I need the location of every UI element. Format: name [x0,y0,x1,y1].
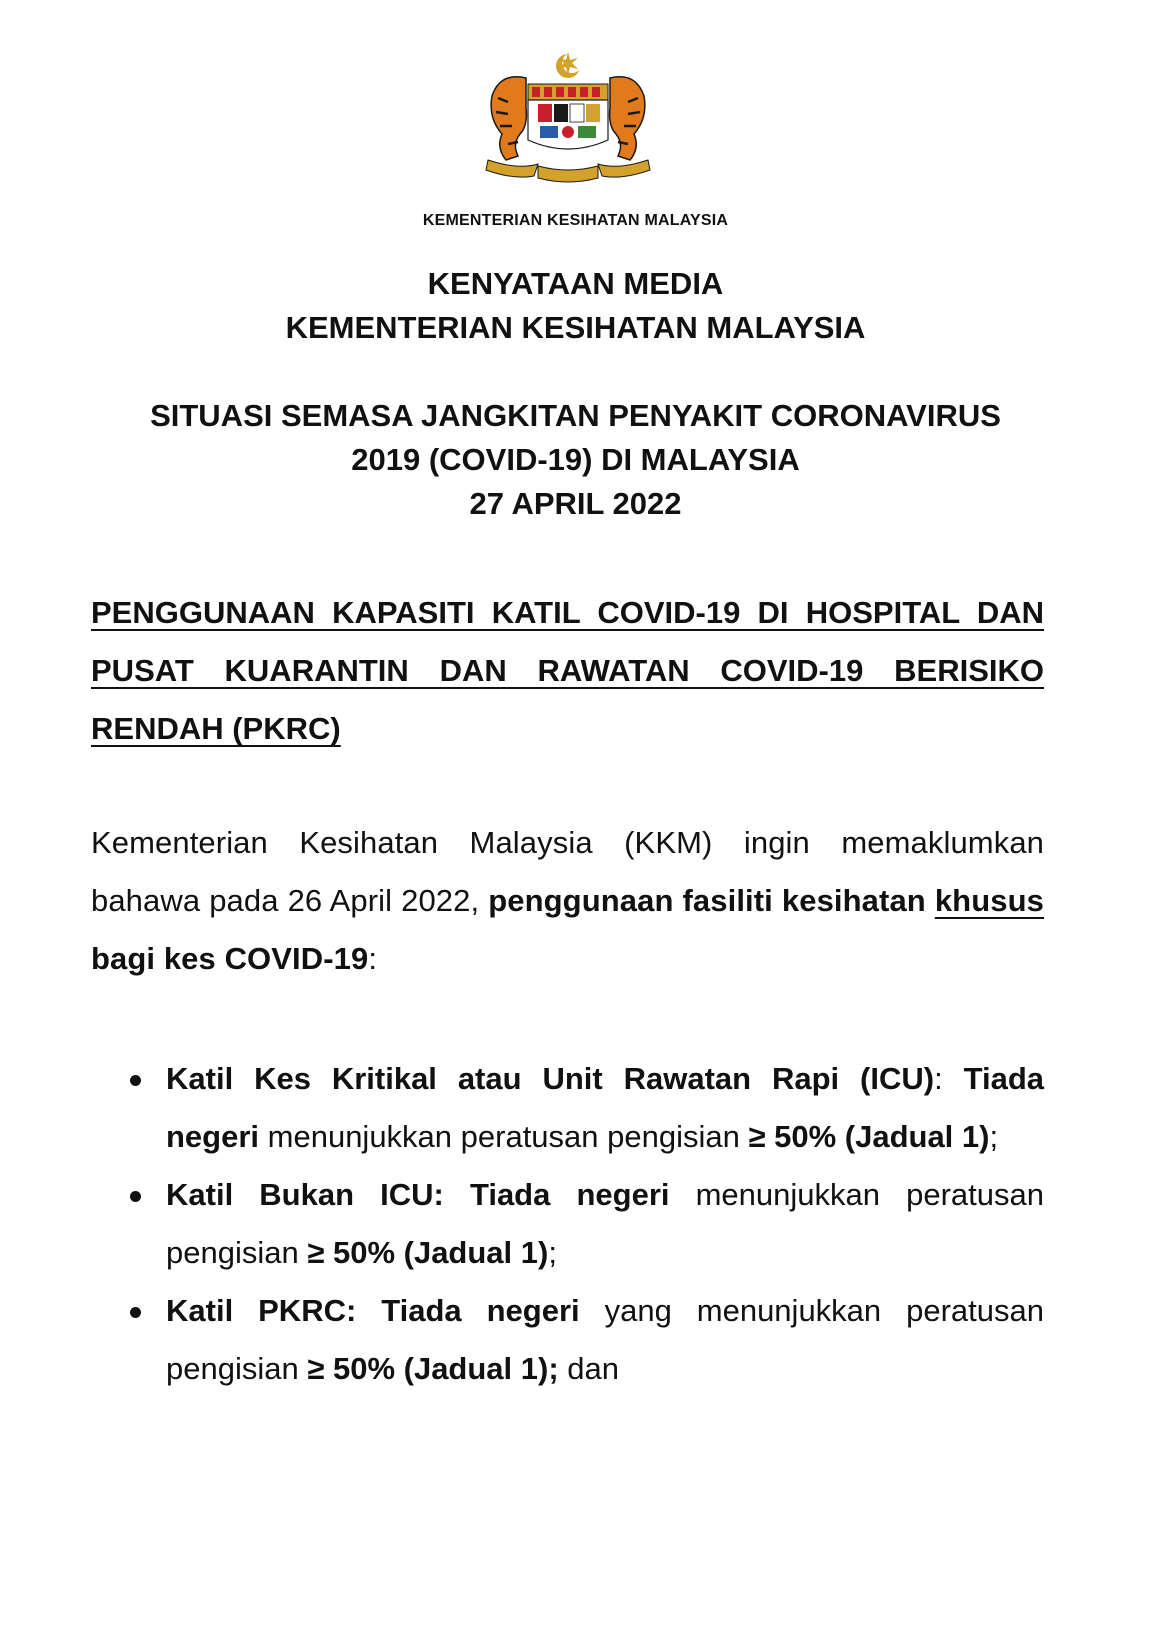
media-title-line-1: KENYATAAN MEDIA [427,266,724,301]
bullet-icon [130,1075,141,1086]
bullet-list [91,1050,1044,1398]
bullet-bold-text: ≥ 50% (Jadual 1) [748,1119,990,1154]
bullet-text: menunjukkan peratusan pengisian [166,1177,1044,1270]
bullet-icon [130,1191,141,1202]
intro-bold-2: bagi kes COVID-19 [91,941,369,976]
statement-date: 27 APRIL 2022 [469,486,682,521]
bullet-bold-text: Katil Bukan ICU: Tiada negeri [166,1177,670,1212]
intro-paragraph [91,814,1044,988]
bullet-text: dan [558,1351,620,1386]
bullet-bold-text: ≥ 50% (Jadual 1); [307,1351,559,1386]
section-heading: PENGGUNAAN KAPASITI KATIL COVID-19 DI HOSPITAL DAN PUSAT KUARANTIN DAN RAWATAN COVID-19 BERISIKO RENDAH (PKRC) [91,595,1044,746]
list-item [91,1166,1044,1282]
bullet-icon [130,1307,141,1318]
list-item [91,1050,1044,1166]
bullet-text: yang menunjukkan peratusan pengisian [166,1293,1044,1386]
situation-line-1: SITUASI SEMASA JANGKITAN PENYAKIT CORONAVIRUS [150,398,1001,433]
bullet-text: ; [548,1235,557,1270]
intro-bold-1: penggunaan fasiliti kesihatan [488,883,935,918]
media-statement-title [0,262,1151,350]
malaysia-coat-of-arms-icon [478,48,658,186]
intro-text: Kementerian Kesihatan Malaysia (KKM) ingin memaklumkan bahawa pada 26 April 2022, [91,825,1044,918]
intro-bold-underlined: khusus [934,883,1044,918]
bullet-bold-text: Tiada negeri [166,1061,1044,1154]
ministry-small-title: KEMENTERIAN KESIHATAN MALAYSIA [422,212,729,229]
situation-line-2: 2019 (COVID-19) DI MALAYSIA [351,442,800,477]
list-item [91,1282,1044,1398]
media-title-line-2: KEMENTERIAN KESIHATAN MALAYSIA [285,310,866,345]
bullet-bold-text: Katil Kes Kritikal atau Unit Rawatan Rapi (ICU) [166,1061,935,1096]
bullet-text: menunjukkan peratusan pengisian [259,1119,749,1154]
bullet-bold-text: Katil PKRC: Tiada negeri [166,1293,580,1328]
bullet-text: ; [989,1119,999,1154]
bullet-text: : [934,1061,964,1096]
bullet-bold-text: ≥ 50% (Jadual 1) [307,1235,549,1270]
intro-end: : [368,941,378,976]
situation-title [0,394,1151,526]
